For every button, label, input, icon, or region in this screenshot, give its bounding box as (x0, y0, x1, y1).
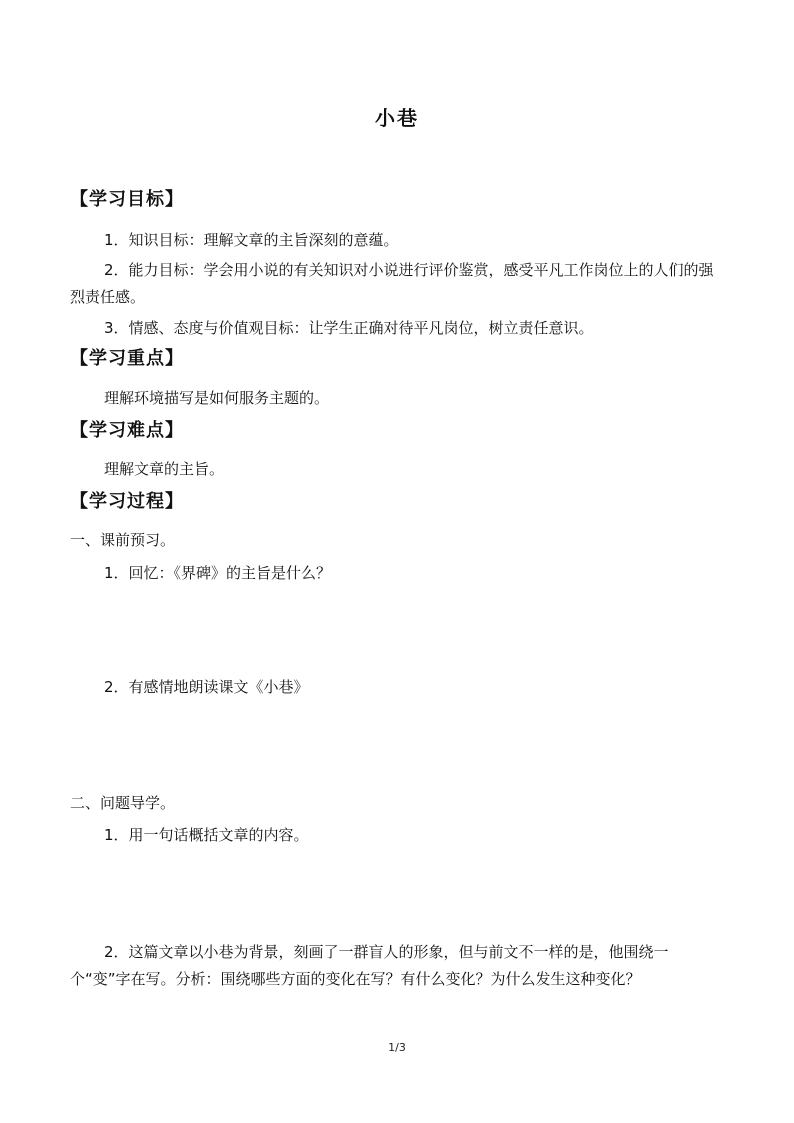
heading-learning-goals: 【学习目标】 (70, 189, 184, 210)
heading-key-points: 【学习重点】 (70, 348, 184, 369)
guided-question-1: 1．用一句话概括文章的内容。 (104, 826, 309, 844)
preview-question-2: 2．有感情地朗读课文《小巷》 (104, 678, 309, 696)
page-number: 1/3 (388, 1041, 406, 1054)
part-guided-title: 二、问题导学。 (70, 794, 176, 812)
guided-question-2: 2．这篇文章以小巷为背景，刻画了一群盲人的形象，但与前文不一样的是，他围绕一个“变”字在写。分析：围绕哪些方面的变化在写？有什么变化？为什么发生这种变化？ (70, 943, 669, 988)
part-preview-title: 一、课前预习。 (70, 531, 176, 549)
preview-question-1: 1．回忆：《界碑》的主旨是什么？ (104, 564, 332, 582)
goal-item-attitude: 3．情感、态度与价值观目标：让学生正确对待平凡岗位，树立责任意识。 (104, 319, 594, 337)
heading-learning-process: 【学习过程】 (70, 491, 184, 512)
heading-difficulties: 【学习难点】 (70, 420, 184, 441)
document-title: 小巷 (375, 106, 419, 130)
key-points-text: 理解环境描写是如何服务主题的。 (104, 389, 330, 407)
goal-item-ability: 2．能力目标：学会用小说的有关知识对小说进行评价鉴赏，感受平凡工作岗位上的人们的强烈责任感。 (70, 261, 714, 306)
goal-item-knowledge: 1．知识目标：理解文章的主旨深刻的意蕴。 (104, 231, 399, 249)
difficulties-text: 理解文章的主旨。 (104, 460, 225, 478)
